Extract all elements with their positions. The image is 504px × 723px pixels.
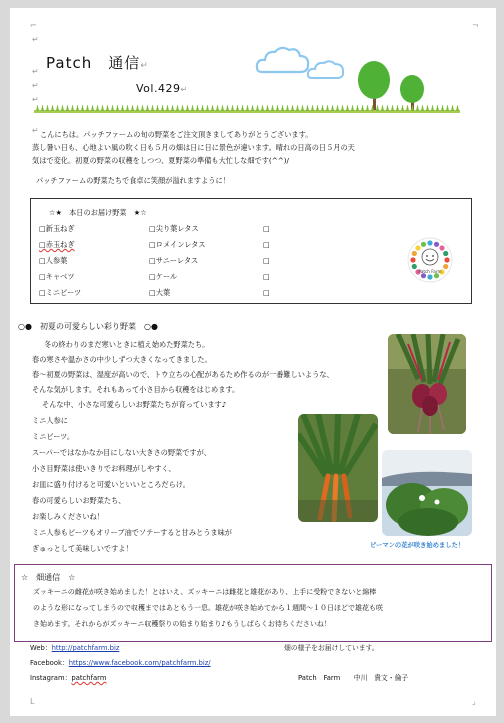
grass-blade xyxy=(171,105,174,111)
grass-blade xyxy=(156,105,159,111)
grass-blade xyxy=(286,105,289,111)
intro-line: パッチファームの野菜たちで食卓に笑顔が溢れますように！ xyxy=(36,176,230,185)
grass-blade xyxy=(81,105,84,111)
grass-blade xyxy=(246,105,249,111)
feature-line: お楽しみくださいね！ xyxy=(32,512,104,521)
feature-line: ぎゅっとして美味しいですよ！ xyxy=(32,544,133,553)
delivery-item: □大葉 xyxy=(149,288,171,297)
logo-dot xyxy=(410,257,415,262)
grass-blade xyxy=(336,105,339,111)
delivery-item: □人参葉 xyxy=(39,256,68,265)
logo-dot xyxy=(427,274,432,279)
delivery-heading: ☆★ 本日のお届け野菜 ★☆ xyxy=(49,208,147,217)
feature-line: ミニ人参もビーツもオリーブ油でソテーすると甘みとうま味が xyxy=(32,528,232,537)
grass-blade xyxy=(396,105,399,111)
patch-farm-logo xyxy=(405,235,455,285)
grass-blade xyxy=(456,105,459,111)
beets-photo xyxy=(388,334,466,434)
paragraph-mark: ↵ xyxy=(32,95,39,104)
intro-line: 気はで変化。初夏の野菜の収穫をしつつ、夏野菜の準備も大忙しな畑です(^^)/ xyxy=(32,156,289,165)
grass-blade xyxy=(451,105,454,111)
grass-blade xyxy=(61,105,64,111)
feature-line: スーパーではなかなか目にしない大きさの野菜ですが、 xyxy=(32,448,211,457)
feature-line: 春の可愛らしいお野菜たち、 xyxy=(32,496,126,505)
grass-blade xyxy=(116,105,119,111)
corner-mark: ⌐ xyxy=(30,21,37,30)
grass-blade xyxy=(226,105,229,111)
grass-blade xyxy=(411,105,414,111)
grass-blade xyxy=(241,105,244,111)
feature-line: そんな気がします。それもあって小さ目から収穫をはじめます。 xyxy=(32,385,240,394)
grass-blade xyxy=(76,105,79,111)
logo-dot xyxy=(415,245,420,250)
grass-blade xyxy=(446,105,449,111)
feature-line: ミニ人参に xyxy=(32,416,68,425)
grass-blade xyxy=(131,105,134,111)
grass-blade xyxy=(46,105,49,111)
paragraph-mark: ↵ xyxy=(32,81,39,90)
facebook-link[interactable]: https://www.facebook.com/patchfarm.biz/ xyxy=(68,659,211,667)
grass-blade xyxy=(266,105,269,111)
grass-blade xyxy=(191,105,194,111)
feature-line: そんな中、小さな可愛らしいお野菜たちが育っています♪ xyxy=(42,400,227,409)
delivery-item: □ xyxy=(263,288,270,297)
photo-caption: ピーマンの花が咲き始めました！ xyxy=(370,542,465,549)
logo-dot xyxy=(421,242,426,247)
feature-line: 冬の終わりのまだ寒いときに植え始めた野菜たち。 xyxy=(44,340,210,349)
logo-dot xyxy=(427,240,432,245)
volume-number: Vol.429↵ xyxy=(136,82,188,95)
grass-blade xyxy=(271,105,274,111)
logo-dot xyxy=(439,245,444,250)
grass-blade xyxy=(406,105,409,111)
grass-blade xyxy=(356,105,359,111)
newsletter-title: Patch 通信↵ xyxy=(46,54,149,72)
grass-blade xyxy=(141,105,144,111)
grass-divider xyxy=(34,105,460,117)
grass-blade xyxy=(416,105,419,111)
grass-blade xyxy=(161,105,164,111)
grass-blade xyxy=(236,105,239,111)
grass-blade xyxy=(281,105,284,111)
grass-blade xyxy=(231,105,234,111)
delivery-item: □ミニビーツ xyxy=(39,288,82,297)
grass-blade xyxy=(341,105,344,111)
grass-blade xyxy=(351,105,354,111)
grass-blade xyxy=(311,105,314,111)
grass-blade xyxy=(126,105,129,111)
grass-blade xyxy=(346,105,349,111)
intro-line: こんにちは。パッチファームの旬の野菜をご注文頂きましてありがとうございます。 xyxy=(40,130,313,139)
grass-blade xyxy=(436,105,439,111)
grass-blade xyxy=(121,105,124,111)
logo-text: Patch Farm xyxy=(418,269,442,274)
logo-dot xyxy=(412,251,417,256)
delivery-item: □ xyxy=(263,224,270,233)
cloud-illustration-small xyxy=(306,58,346,82)
grass-blade xyxy=(151,105,154,111)
delivery-item: □ xyxy=(263,272,270,281)
grass-blade xyxy=(391,105,394,111)
grass-blade xyxy=(431,105,434,111)
grass-blade xyxy=(136,105,139,111)
grass-blade xyxy=(261,105,264,111)
farm-notes-line: き始めます。それからがズッキーニ収穫祭りの始まり始まり♪もうしばらくお待ちくださいね！ xyxy=(33,620,331,628)
grass-blade xyxy=(111,105,114,111)
grass-blade xyxy=(36,105,39,111)
grass-blade xyxy=(106,105,109,111)
logo-dot xyxy=(443,264,448,269)
delivery-item: □ xyxy=(263,256,270,265)
grass-blade xyxy=(316,105,319,111)
logo-dot xyxy=(444,257,449,262)
grass-blade xyxy=(186,105,189,111)
paragraph-mark: ↵ xyxy=(32,67,39,76)
pepper-flower-photo xyxy=(382,450,472,536)
farm-notes-heading: ☆ 畑通信 ☆ xyxy=(21,573,76,582)
grass-blade xyxy=(251,105,254,111)
footer-web: Web：http://patchfarm.biz xyxy=(30,644,120,652)
document-page xyxy=(10,8,496,716)
intro-line: 蒸し暑い日も、心地よい風の吹く日も５月の畑は日に日に景色が違います。晴れの日高の日５月の天 xyxy=(32,143,355,152)
corner-mark: L xyxy=(30,697,35,706)
delivery-item: □尖り葉レタス xyxy=(149,224,199,233)
corner-mark: ⌟ xyxy=(472,697,476,706)
grass-blade xyxy=(321,105,324,111)
feature-line: 春の寒さや温かさの中少しずつ大きくなってきました。 xyxy=(32,355,212,364)
grass-blade xyxy=(66,105,69,111)
grass-blade xyxy=(366,105,369,111)
delivery-item: □キャベツ xyxy=(39,272,75,281)
grass-blade xyxy=(386,105,389,111)
cloud-illustration xyxy=(254,44,314,78)
grass-blade xyxy=(421,105,424,111)
grass-blade xyxy=(216,105,219,111)
grass-blade xyxy=(276,105,279,111)
feature-heading: ○● 初夏の可愛らしい彩り野菜 ○● xyxy=(18,322,158,331)
footer-instagram: Instagram：patchfarm xyxy=(30,674,107,682)
delivery-item: □ロメインレタス xyxy=(149,240,206,249)
delivery-item: □ケール xyxy=(149,272,178,281)
grass-blade xyxy=(306,105,309,111)
footer-note: 畑の様子をお届けしています。 xyxy=(284,644,379,652)
logo-dot xyxy=(412,264,417,269)
paragraph-mark: ↵ xyxy=(32,35,39,44)
feature-line: ミニビーツ。 xyxy=(32,432,75,441)
grass-blade xyxy=(56,105,59,111)
grass-blade xyxy=(91,105,94,111)
grass-blade xyxy=(326,105,329,111)
farm-notes-line: のような形になってしまうので収穫まではあともう一息。雄花が咲き始めてから１週間～１０日ほどで雄花も咲 xyxy=(33,604,383,612)
farm-notes-line: ズッキーニの雌花が咲き始めました！とはいえ、ズッキーニは雌花と雄花があり、上手に受粉できないと綿棒 xyxy=(33,588,377,596)
logo-dot xyxy=(434,242,439,247)
corner-mark: ¬ xyxy=(472,21,479,30)
intro-line: ↵ xyxy=(32,126,39,135)
grass-blade xyxy=(296,105,299,111)
delivery-item: □ xyxy=(263,240,270,249)
grass-blade xyxy=(376,105,379,111)
logo-dot xyxy=(443,251,448,256)
grass-blade xyxy=(71,105,74,111)
grass-blade xyxy=(441,105,444,111)
grass-blade xyxy=(381,105,384,111)
grass-blade xyxy=(401,105,404,111)
grass-blade xyxy=(196,105,199,111)
footer-signature: Patch Farm 中川 貴文・倫子 xyxy=(298,674,409,682)
grass-blade xyxy=(181,105,184,111)
grass-blade xyxy=(166,105,169,111)
grass-blade xyxy=(206,105,209,111)
grass-blade xyxy=(101,105,104,111)
grass-blade xyxy=(301,105,304,111)
carrots-photo xyxy=(298,414,378,522)
tree-illustration xyxy=(356,58,426,112)
grass-blade xyxy=(211,105,214,111)
delivery-item: □新玉ねぎ xyxy=(39,224,75,233)
grass-blade xyxy=(51,105,54,111)
delivery-item: □赤玉ねぎ xyxy=(39,240,75,249)
grass-blade xyxy=(291,105,294,111)
instagram-handle: patchfarm xyxy=(71,674,107,682)
grass-blade xyxy=(86,105,89,111)
footer-facebook: Facebook：https://www.facebook.com/patchfarm.biz/ xyxy=(30,659,211,667)
feature-line: 小さ目野菜は使いきりでお料理がしやすく、 xyxy=(32,464,176,473)
grass-blade xyxy=(256,105,259,111)
grass-blade xyxy=(41,105,44,111)
grass-blade xyxy=(96,105,99,111)
farm-notes-box xyxy=(14,564,492,642)
grass-blade xyxy=(371,105,374,111)
grass-blade xyxy=(361,105,364,111)
grass-blade xyxy=(146,105,149,111)
delivery-list-box xyxy=(30,198,472,304)
feature-line: 春～初夏の野菜は、湿度が高いので、トウ立ちの心配があるため作るのが一番難しいような、 xyxy=(32,370,334,379)
grass-blade xyxy=(331,105,334,111)
feature-line: お皿に盛り付けると可愛いといいところだらけ。 xyxy=(32,480,190,489)
grass-blade xyxy=(221,105,224,111)
grass-blade xyxy=(176,105,179,111)
grass-blade xyxy=(201,105,204,111)
web-link[interactable]: http://patchfarm.biz xyxy=(51,644,120,652)
delivery-item: □サニーレタス xyxy=(149,256,199,265)
grass-blade xyxy=(426,105,429,111)
